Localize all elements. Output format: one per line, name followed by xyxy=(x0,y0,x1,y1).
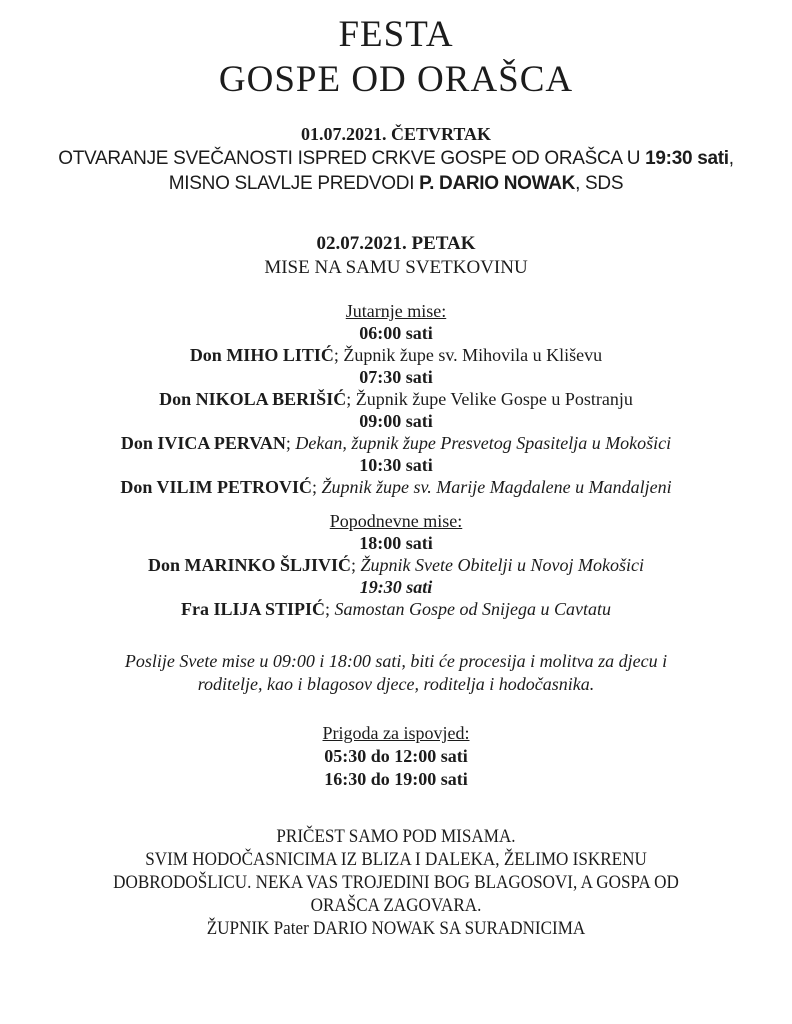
closing-line-2: SVIM HODOČASNICIMA IZ BLIZA I DALEKA, ŽELIMO ISKRENU xyxy=(145,849,647,870)
mass-time: 06:00 sati xyxy=(359,323,433,343)
procession-note-line-2: roditelje, kao i blagosov djece, roditelja i hodočasnika. xyxy=(197,674,595,694)
mass-time: 19:30 sati xyxy=(359,577,433,597)
procession-note-line-1: Poslije Svete mise u 09:00 i 18:00 sati, biti će procesija i molitva za djecu i xyxy=(124,651,668,671)
mass-celebrant-line xyxy=(0,476,792,498)
day1-opening-time: 19:30 sati xyxy=(645,148,729,169)
day1-celebrant-text: MISNO SLAVLJE PREDVODI xyxy=(168,173,420,194)
mass-time: 07:30 sati xyxy=(359,367,433,387)
day1-celebrant-line xyxy=(0,171,792,196)
celebrant-name: Don VILIM PETROVIĆ xyxy=(120,477,313,497)
day1-celebrant-name: P. DARIO NOWAK xyxy=(419,173,576,194)
celebrant-parish: Župnik Svete Obitelji u Novoj Mokošici xyxy=(360,555,644,575)
confession-time-1: 05:30 do 12:00 sati xyxy=(324,746,468,766)
morning-masses-section xyxy=(0,300,792,498)
celebrant-parish: Dekan, župnik župe Presvetog Spasitelja u Mokošici xyxy=(295,433,672,453)
day1-opening-line xyxy=(0,146,792,171)
celebrant-parish: Župnik župe Velike Gospe u Postranju xyxy=(355,389,633,409)
procession-note xyxy=(0,650,792,696)
mass-entry xyxy=(0,576,792,620)
separator: ; xyxy=(333,345,344,365)
page-title xyxy=(0,12,792,102)
closing-line-5: ŽUPNIK Pater DARIO NOWAK SA SURADNICIMA xyxy=(206,918,586,939)
mass-celebrant-line xyxy=(0,598,792,620)
day2-subheading: MISE NA SAMU SVETKOVINU xyxy=(264,257,528,278)
mass-time: 10:30 sati xyxy=(359,455,433,475)
closing-section xyxy=(40,825,753,940)
celebrant-name: Fra ILIJA STIPIĆ xyxy=(180,599,325,619)
day2-heading: 02.07.2021. PETAK xyxy=(316,233,476,254)
mass-celebrant-line xyxy=(0,388,792,410)
day1-heading: 01.07.2021. ČETVRTAK xyxy=(300,124,492,144)
separator: ; xyxy=(325,599,335,619)
closing-line-3: DOBRODOŠLICU. NEKA VAS TROJEDINI BOG BLAGOSOVI, A GOSPA OD xyxy=(113,872,679,893)
afternoon-masses-heading: Popodnevne mise: xyxy=(329,511,463,531)
celebrant-name: Don IVICA PERVAN xyxy=(120,433,286,453)
celebrant-name: Don NIKOLA BERIŠIĆ xyxy=(159,389,347,409)
separator: ; xyxy=(351,555,361,575)
celebrant-parish: Župnik župe sv. Mihovila u Kliševu xyxy=(343,345,603,365)
separator: ; xyxy=(346,389,356,409)
celebrant-name: Don MIHO LITIĆ xyxy=(189,345,334,365)
mass-entry xyxy=(0,322,792,366)
celebrant-name: Don MARINKO ŠLJIVIĆ xyxy=(148,555,352,575)
mass-entry xyxy=(0,532,792,576)
morning-masses-heading: Jutarnje mise: xyxy=(345,301,447,321)
day1-body xyxy=(0,146,792,196)
afternoon-masses-section xyxy=(0,510,792,620)
celebrant-parish: Župnik župe sv. Marije Magdalene u Mandaljeni xyxy=(321,477,672,497)
mass-entry xyxy=(0,410,792,454)
celebrant-parish: Samostan Gospe od Snijega u Cavtatu xyxy=(334,599,612,619)
mass-celebrant-line xyxy=(0,554,792,576)
mass-entry xyxy=(0,454,792,498)
day2-section xyxy=(0,232,792,280)
day1-opening-tail: , xyxy=(728,148,734,169)
day1-opening-text: OTVARANJE SVEČANOSTI ISPRED CRKVE GOSPE OD ORAŠCA U xyxy=(58,148,646,169)
closing-line-1: PRIČEST SAMO POD MISAMA. xyxy=(276,826,516,847)
title-line-1: FESTA xyxy=(338,14,454,55)
separator: ; xyxy=(312,477,322,497)
mass-time: 09:00 sati xyxy=(359,411,433,431)
mass-entry xyxy=(0,366,792,410)
confession-heading: Prigoda za ispovjed: xyxy=(322,723,470,743)
day1-section xyxy=(0,122,792,196)
mass-celebrant-line xyxy=(0,432,792,454)
confession-time-2: 16:30 do 19:00 sati xyxy=(324,769,468,789)
closing-line-4: ORAŠCA ZAGOVARA. xyxy=(310,895,482,916)
mass-celebrant-line xyxy=(0,344,792,366)
confession-section xyxy=(0,722,792,791)
mass-time: 18:00 sati xyxy=(359,533,433,553)
separator: ; xyxy=(285,433,296,453)
day1-celebrant-tail: , SDS xyxy=(575,173,624,194)
title-line-2: GOSPE OD ORAŠCA xyxy=(218,59,574,100)
